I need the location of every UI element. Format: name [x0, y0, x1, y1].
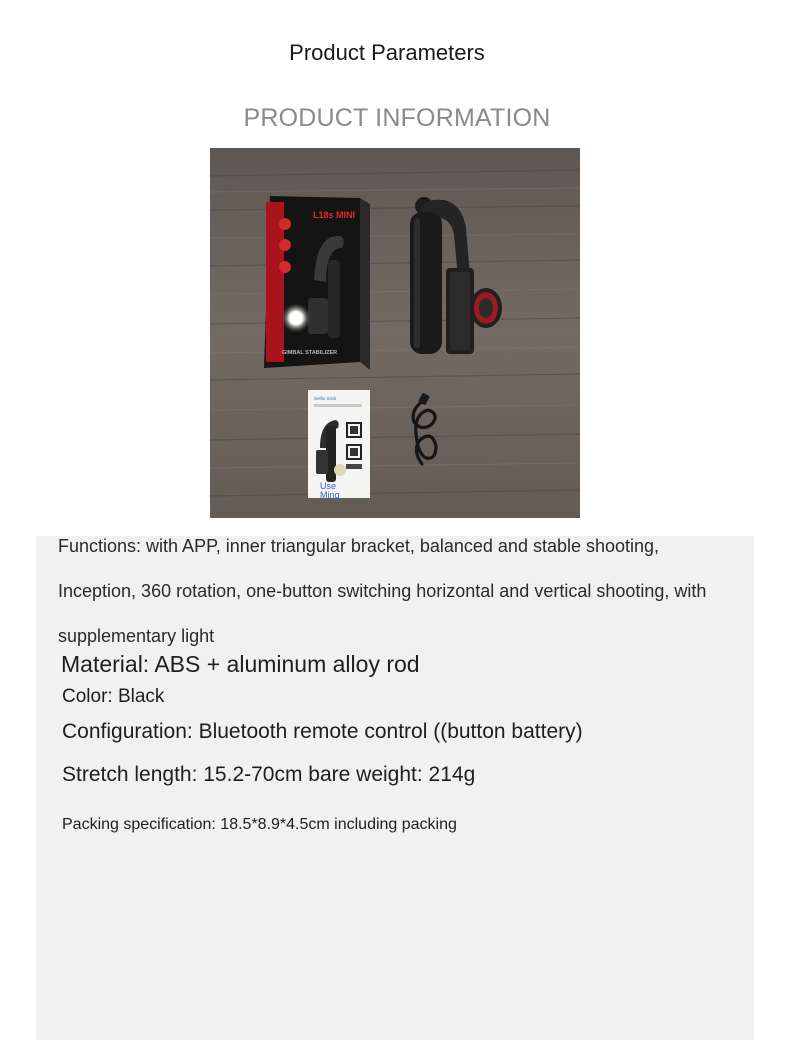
product-photo — [210, 148, 580, 518]
configuration-spec: Configuration: Bluetooth remote control ((button battery) — [62, 720, 583, 743]
material-spec: Material: ABS + aluminum alloy rod — [61, 651, 420, 677]
manual-title-text: Selfie Stick — [314, 396, 337, 401]
packing-spec: Packing specification: 18.5*8.9*4.5cm including packing — [62, 816, 457, 833]
box-brand-text: L18s MINI — [313, 210, 356, 220]
box-caption-text: GIMBAL STABILIZER — [282, 350, 338, 356]
section-subtitle: PRODUCT INFORMATION — [243, 104, 551, 132]
color-spec: Color: Black — [62, 686, 165, 707]
stretch-spec: Stretch length: 15.2-70cm bare weight: 214g — [62, 763, 476, 786]
page-title: Product Parameters — [289, 40, 485, 65]
product-box — [264, 196, 370, 370]
functions-text: Functions: with APP, inner triangular bracket, balanced and stable shooting, Inception, 360 rotation, one-button switching horizontal and vertical shooting, with supplementary light — [58, 536, 707, 646]
manual-label-2: Ming — [320, 490, 340, 500]
manual-card — [308, 390, 370, 500]
manual-label-1: Use — [320, 481, 337, 491]
